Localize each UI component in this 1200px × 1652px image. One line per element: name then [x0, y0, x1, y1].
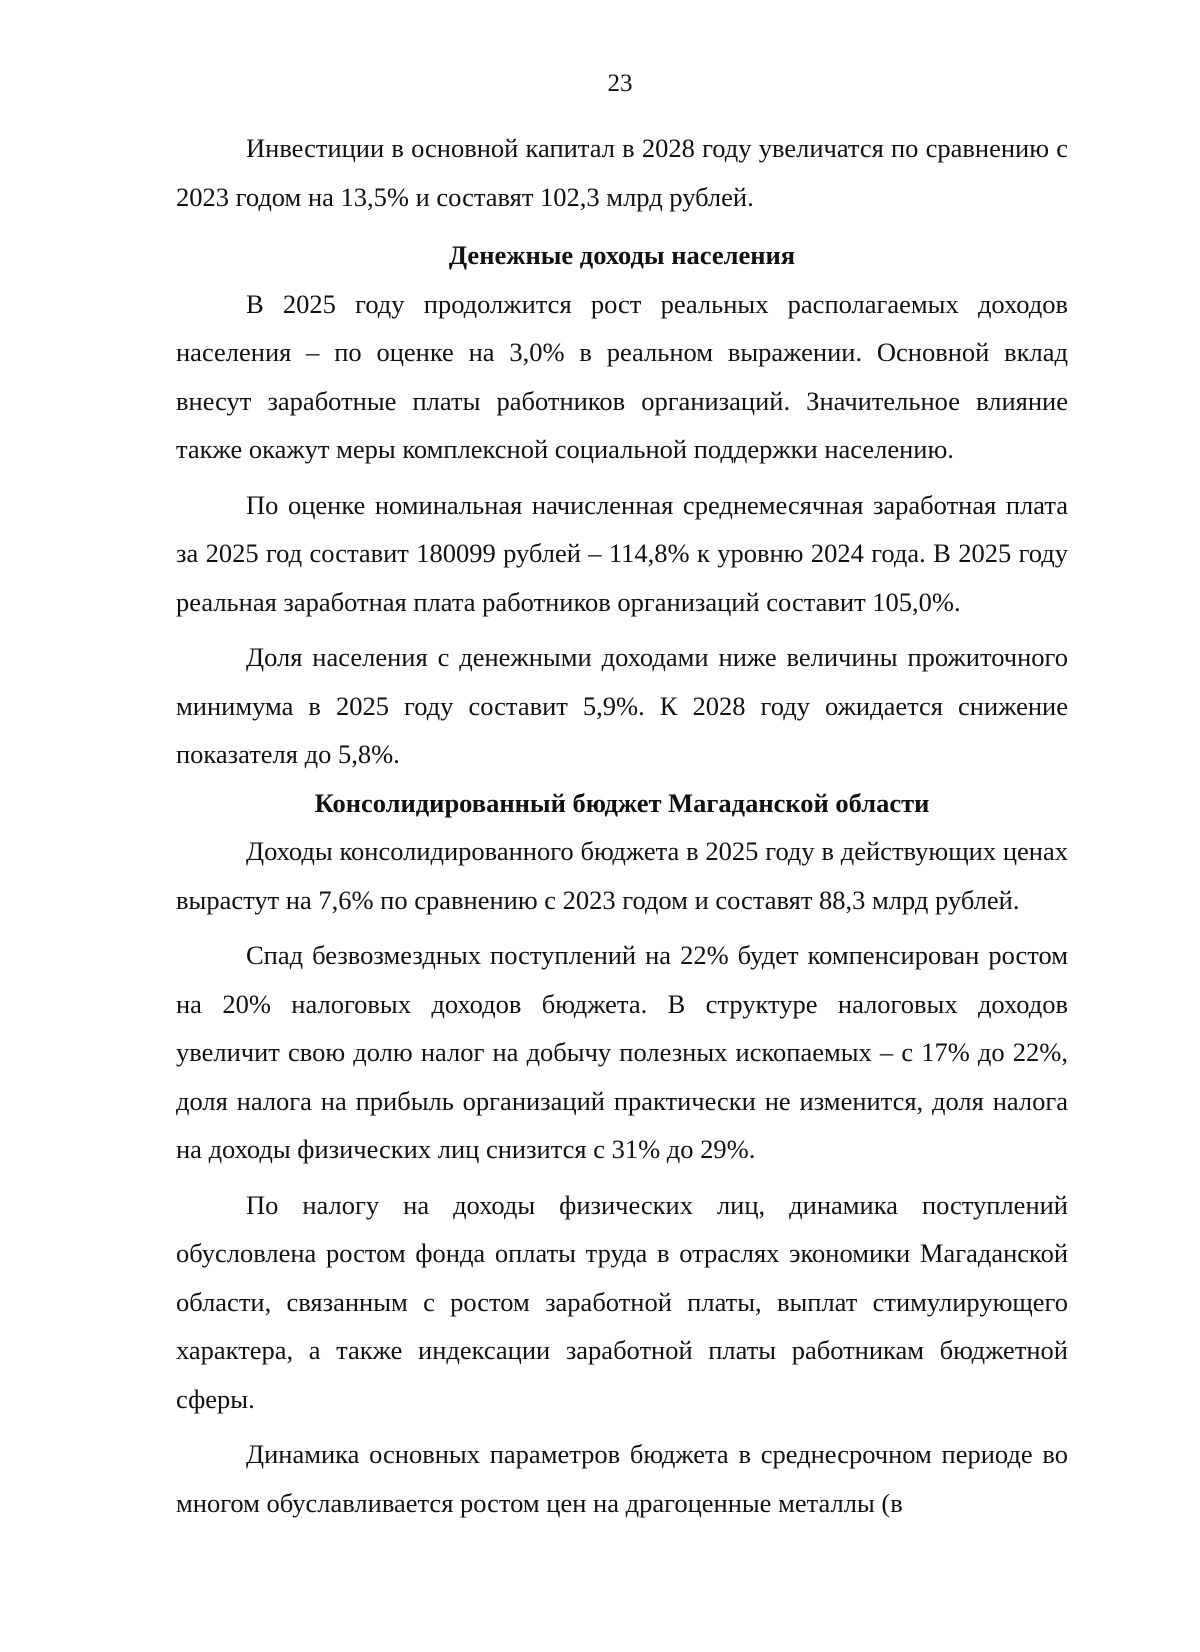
page-body: [176, 124, 1068, 1527]
paragraph-wages: По оценке номинальная начисленная среднемесячная заработная плата за 2025 год составит 180099 рублей – 114,8% к уровню 2024 года. В 2025 году реальная заработная плата работников организаций составит 105,0%.: [176, 489, 1068, 617]
paragraph-poverty-share: Доля населения с денежными доходами ниже величины прожиточного минимума в 2025 году составит 5,9%. К 2028 году ожидается снижение показателя до 5,8%.: [176, 642, 1068, 769]
section-heading-budget: Консолидированный бюджет Магаданской области: [314, 787, 930, 818]
paragraph-income-tax: По налогу на доходы физических лиц, динамика поступлений обусловлена ростом фонда оплаты труда в отраслях экономики Магаданской области, связанным с ростом заработной платы, выплат стимулирующего характера, а также индексации заработной платы работникам бюджетной сферы.: [176, 1189, 1068, 1414]
section-heading-income: Денежные доходы населения: [448, 240, 796, 270]
paragraph-real-income: В 2025 году продолжится рост реальных располагаемых доходов населения – по оценке на 3,0% в реальном выражении. Основной вклад внесут заработные платы работников организаций. Значительное влияние также окажут меры комплексной социальной поддержки населению.: [176, 288, 1068, 464]
paragraph-investments: Инвестиции в основной капитал в 2028 году увеличатся по сравнению с 2023 годом на 13,5% и составят 102,3 млрд рублей.: [176, 133, 1068, 212]
paragraph-budget-revenue: Доходы консолидированного бюджета в 2025 году в действующих ценах вырастут на 7,6% по сравнению с 2023 годом и составят 88,3 млрд рублей.: [176, 836, 1068, 915]
page-number: 23: [607, 70, 633, 97]
paragraph-budget-dynamics: Динамика основных параметров бюджета в среднесрочном периоде во многом обуславливается ростом цен на драгоценные металлы (в: [176, 1439, 1068, 1518]
paragraph-tax-structure: Спад безвозмездных поступлений на 22% будет компенсирован ростом на 20% налоговых доходов бюджета. В структуре налоговых доходов увеличит свою долю налог на добычу полезных ископаемых – с 17% до 22%, доля налога на прибыль организаций практически не изменится, доля налога на доходы физических лиц снизится с 31% до 29%.: [176, 940, 1068, 1164]
